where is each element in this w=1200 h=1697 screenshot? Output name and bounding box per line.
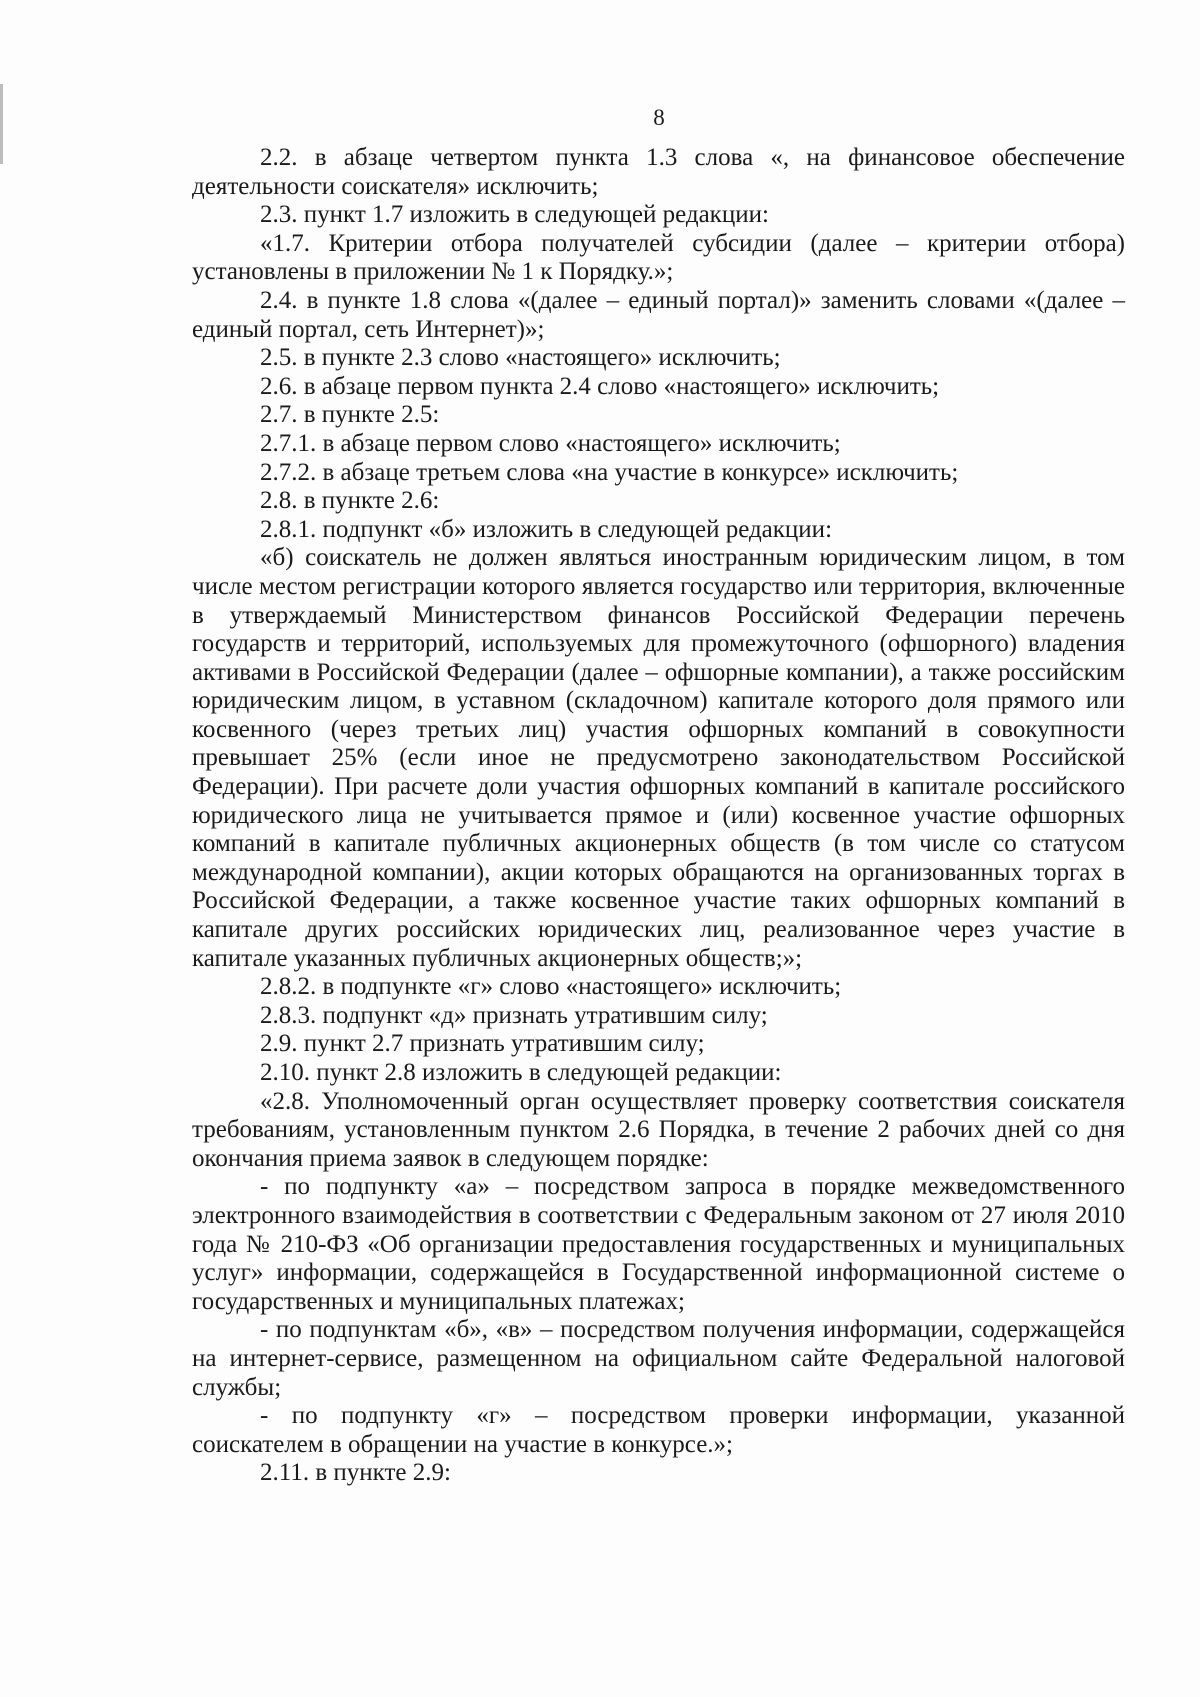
document-body [192, 144, 1125, 1488]
paragraph-2-7: 2.7. в пункте 2.5: [260, 401, 440, 429]
paragraph-2-8-3: 2.8.3. подпункт «д» признать утратившим силу; [260, 1001, 768, 1029]
paragraph-2-8-2: 2.8.2. в подпункте «г» слово «настоящего» исключить; [260, 973, 842, 1001]
paragraph-subpoint-b-text: «б) соискатель не должен являться иностранным юридическим лицом, в том числе местом регистрации которого является государство или территория, включенные в утверждаемый Министерством финансов Российской Федерации перечень государств и территорий, используемых для промежуточного (офшорного) владения активами в Российской Федерации (далее – офшорные компании), а также российским юридическим лицом, в уставном (складочном) капитале которого доля прямого или косвенного (через третьих лиц) участия офшорных компаний в совокупности превышает 25% (если иное не предусмотрено законодательством Российской Федерации). При расчете доли участия офшорных компаний в капитале российского юридического лица не учитывается прямое и (или) косвенное участие офшорных компаний в капитале публичных акционерных обществ (в том числе со статусом международной компании), акции которых обращаются на организованных торгах в Российской Федерации, а также косвенное участие таких офшорных компаний в капитале других российских юридических лиц, реализованное через участие в капитале указанных публичных акционерных обществ;»; [192, 544, 1125, 972]
paragraph-2-8: 2.8. в пункте 2.6: [260, 487, 440, 515]
paragraph-2-3: 2.3. пункт 1.7 изложить в следующей редакции: [260, 201, 769, 229]
paragraph-2-11: 2.11. в пункте 2.9: [260, 1459, 451, 1487]
paragraph-2-10: 2.10. пункт 2.8 изложить в следующей редакции: [260, 1059, 782, 1086]
paragraph-2-8-1: 2.8.1. подпункт «б» изложить в следующей редакции: [260, 515, 833, 543]
paragraph-2-7-1: 2.7.1. в абзаце первом слово «настоящего» исключить; [260, 429, 841, 457]
paragraph-2-8-new-text: «2.8. Уполномоченный орган осуществляет проверку соответствия соискателя требованиям, установленным пунктом 2.6 Порядка, в течение 2 рабочих дней со дня окончания приема заявок в следующем порядке: [192, 1087, 1125, 1172]
paragraph-item-a: - по подпункту «а» – посредством запроса в порядке межведомственного электронного взаимодействия в соответствии с Федеральным законом от 27 июля 2010 года № 210-ФЗ «Об организации предоставления государственных и муниципальных услуг» информации, содержащейся в Государственной информационной системе о государственных и муниципальных платежах; [192, 1173, 1125, 1315]
paragraph-1-7-text: «1.7. Критерии отбора получателей субсидии (далее – критерии отбора) установлены в приложении № 1 к Порядку.»; [192, 229, 1125, 286]
paragraph-2-5: 2.5. в пункте 2.3 слово «настоящего» исключить; [260, 344, 781, 372]
paragraph-2-6: 2.6. в абзаце первом пункта 2.4 слово «настоящего» исключить; [260, 372, 940, 400]
page-number: 8 [653, 105, 665, 130]
paragraph-2-7-2: 2.7.2. в абзаце третьем слова «на участие в конкурсе» исключить; [260, 458, 959, 486]
paragraph-2-9: 2.9. пункт 2.7 признать утратившим силу; [260, 1030, 705, 1058]
paragraph-item-b-v: - по подпунктам «б», «в» – посредством получения информации, содержащейся на интернет-сервисе, размещенном на официальном сайте Федеральной налоговой службы; [192, 1316, 1125, 1401]
paragraph-2-2: 2.2. в абзаце четвертом пункта 1.3 слова «, на финансовое обеспечение деятельности соискателя» исключить; [192, 144, 1125, 200]
paragraph-2-4: 2.4. в пункте 1.8 слова «(далее – единый портал)» заменить словами «(далее – единый портал, сеть Интернет)»; [192, 286, 1125, 343]
paragraph-item-g: - по подпункту «г» – посредством проверки информации, указанной соискателем в обращении на участие в конкурсе.»; [192, 1402, 1125, 1458]
